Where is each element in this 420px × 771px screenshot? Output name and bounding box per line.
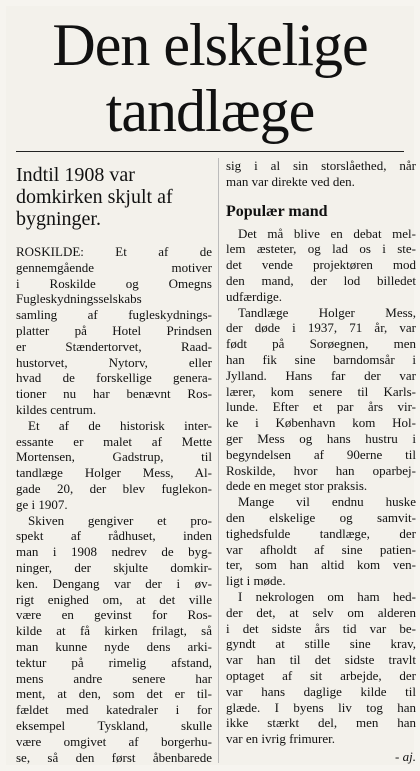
- text-line: være omgivet af borgerhu-: [16, 733, 212, 749]
- text-line: hustorvet, Nytorv, eller: [16, 354, 212, 370]
- text-line: gade 20, der blev fuglekon-: [16, 480, 212, 496]
- text-line: begyndelsen af 90erne til: [226, 446, 416, 462]
- text-line: var han til det sidste travlt: [226, 652, 416, 668]
- text-line: man kunne nyde dens arki-: [16, 638, 212, 654]
- text-line: man i 1908 nedrev de byg-: [16, 544, 212, 560]
- text-line: Et af de historisk inter-: [28, 417, 212, 433]
- subheadline: [16, 164, 212, 230]
- text-line: være en gevinst for Ros-: [16, 607, 212, 623]
- left-column: [16, 158, 212, 765]
- newspaper-clipping: [6, 6, 414, 765]
- text-line: Fugleskydningsselskabs: [16, 291, 142, 307]
- text-line: lærer, kom senere til Karls-: [226, 383, 416, 399]
- text-line: der det, at selv om alderen: [226, 604, 416, 620]
- text-line: Skiven gengiver et pro-: [28, 512, 212, 528]
- text-line: eksempel Tyskland, skulle: [16, 717, 212, 733]
- text-line: optaget af sit arbejde, der: [226, 667, 416, 683]
- text-line: Mange vil endnu huske: [238, 494, 416, 510]
- author-signature: - aj.: [395, 748, 416, 764]
- text-line: fældet med katedraler i for: [16, 702, 212, 718]
- headline-line: Den elskelige: [52, 12, 368, 78]
- text-line: ROSKILDE: Et af de: [16, 244, 212, 259]
- text-line: tandlæge Holger Mess, Al-: [16, 465, 212, 481]
- text-line: tighedsfulde tandlæge, der: [226, 525, 416, 541]
- headline-rule: [16, 151, 404, 152]
- text-line: kildes centrum.: [16, 401, 97, 417]
- text-line: er Stændertorvet, Raad-: [16, 338, 212, 354]
- text-line: ikke stærkt del, men han: [226, 715, 416, 731]
- subheadline-line: bygninger.: [16, 208, 101, 230]
- text-line: den elskelige og samvit-: [226, 509, 416, 525]
- text-line: var hans daglige kilde til: [226, 683, 416, 699]
- text-line: ninger, der skjulte domkir-: [16, 559, 212, 575]
- text-line: gennemgående motiver: [16, 259, 212, 275]
- text-line: hvad de forskellige genera-: [16, 370, 212, 386]
- text-line: ke i København kom Hol-: [226, 415, 416, 431]
- text-line: Det må blive en debat mel-: [238, 225, 416, 241]
- headline-line: tandlæge: [105, 78, 315, 144]
- right-top-text: [226, 158, 416, 190]
- section-subhead: Populær mand: [226, 202, 328, 220]
- text-line: ken. Dengang var der i øv-: [16, 575, 212, 591]
- text-line: ter, som han altid kom ven-: [226, 557, 416, 573]
- subheadline-line: domkirken skjult af: [16, 186, 173, 208]
- text-line: det vende projektøren mod: [226, 257, 416, 273]
- text-line: gyndt at stille sine krav,: [226, 636, 416, 652]
- text-line: I nekrologen om ham hed-: [238, 588, 416, 604]
- text-line: lunde. Efter et par års vir-: [226, 399, 416, 415]
- text-line: Roskilde, hvor han oparbej-: [226, 462, 416, 478]
- right-body-text: [226, 226, 416, 747]
- text-line: tektur på rimelig afstand,: [16, 654, 212, 670]
- text-line: kilde at få kirken frilagt, så: [16, 623, 212, 639]
- text-line: ligt i møde.: [226, 573, 286, 589]
- text-line: platter på Hotel Prindsen: [16, 322, 212, 338]
- text-line: udfærdige.: [226, 288, 282, 304]
- text-line: essante er malet af Mette: [16, 433, 212, 449]
- right-column: [226, 158, 416, 765]
- text-line: den mand, der lod billedet: [226, 272, 416, 288]
- text-line: var en ivrig frimurer.: [226, 731, 336, 747]
- text-line: Mortensen, Gadstrup, til: [16, 449, 212, 465]
- text-line: samling af fugleskydnings-: [16, 307, 212, 323]
- column-divider: [218, 158, 219, 763]
- text-line: i det sidste års tid var be-: [226, 620, 416, 636]
- text-line: ment, at den, som det er til-: [16, 686, 212, 702]
- text-line: ge i 1907.: [16, 496, 68, 512]
- text-line: sig i al sin storslåethed, når: [226, 158, 416, 173]
- text-line: man var direkte ved den.: [226, 173, 355, 189]
- text-line: født på Sorøegnen, men: [226, 336, 416, 352]
- text-line: der døde i 1937, 71 år, var: [226, 320, 416, 336]
- text-line: Tandlæge Holger Mess,: [238, 304, 416, 320]
- headline: [6, 12, 414, 144]
- text-line: glæde. I byens liv tog han: [226, 699, 416, 715]
- text-line: spekt af rådhuset, inden: [16, 528, 212, 544]
- text-line: Jylland. Hans far der var: [226, 367, 416, 383]
- text-line: lem æsteter, og lad os i ste-: [226, 241, 416, 257]
- text-line: ger Mess og hans hustru i: [226, 430, 416, 446]
- text-line: mens andre senere har: [16, 670, 212, 686]
- text-line: dede en meget stor praksis.: [226, 478, 368, 494]
- left-body-text: [16, 244, 212, 765]
- subheadline-line: Indtil 1908 var: [16, 164, 135, 186]
- text-line: tioner nu har benævnt Ros-: [16, 386, 212, 402]
- text-line: rigt enighed om, at det ville: [16, 591, 212, 607]
- text-line: se, så den først åbenbarede: [16, 749, 212, 765]
- text-line: i Roskilde og Omegns: [16, 275, 212, 291]
- text-line: var afholdt af sine patien-: [226, 541, 416, 557]
- text-line: han fik sine barndomsår i: [226, 351, 416, 367]
